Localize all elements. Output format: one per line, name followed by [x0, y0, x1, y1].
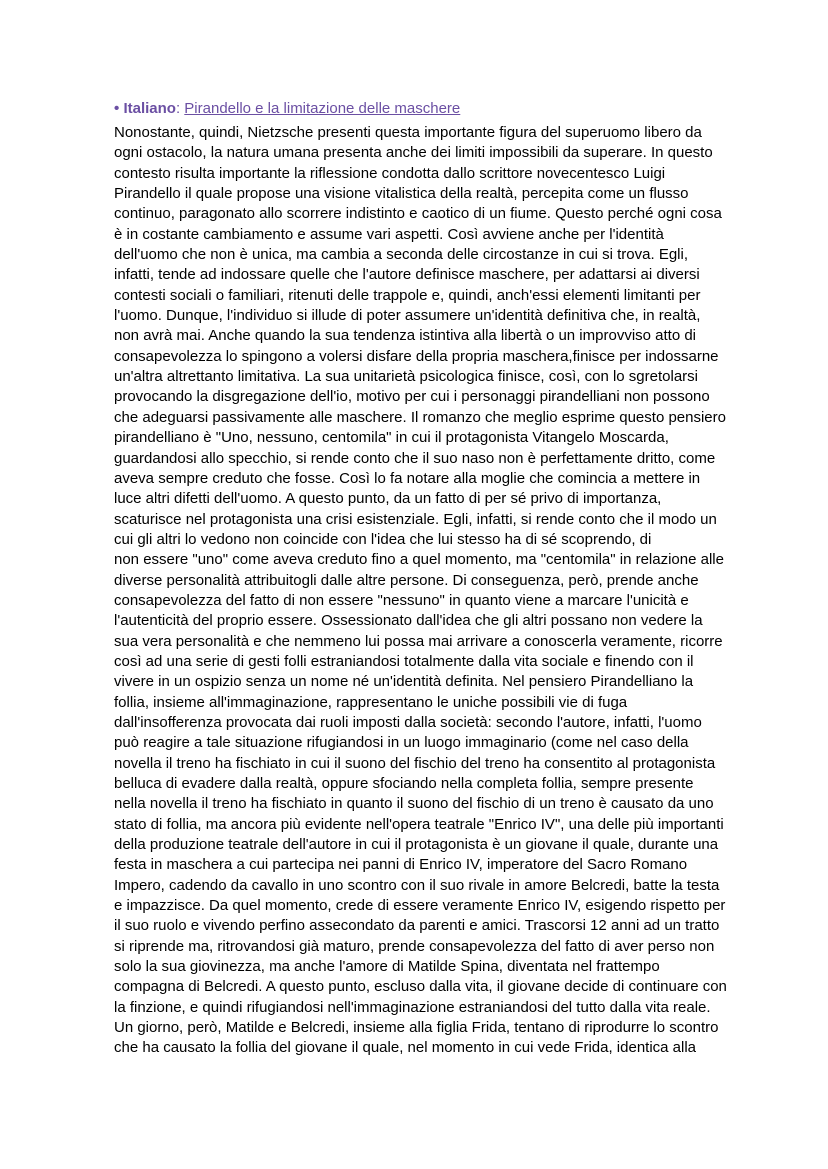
text-line: contesto risulta importante la riflessione condotta dallo scrittore novecentesco Luigi [114, 164, 666, 182]
text-line: consapevolezza lo spingono a volersi disfare della propria maschera,finisce per indossarne [114, 347, 719, 365]
text-line: follia, insieme all'immaginazione, rappresentano le uniche possibili vie di fuga [114, 693, 628, 711]
text-line: nella novella il treno ha fischiato in quanto il suono del fischio di un treno è causato da uno [114, 795, 714, 813]
text-line: è in costante cambiamento e assume vari aspetti. Così avviene anche per l'identità [114, 225, 664, 243]
subject-label: Italiano [123, 100, 176, 117]
text-line: e impazzisce. Da quel momento, crede di essere veramente Enrico IV, esigendo rispetto per [114, 897, 726, 915]
text-line: la finzione, e quindi rifugiandosi nell'immaginazione estraniandosi del tutto dalla vita reale. [114, 998, 711, 1016]
text-line: luce altri difetti dell'uomo. A questo punto, da un fatto di per sé privo di importanza, [114, 490, 662, 508]
bullet-marker: • [114, 100, 120, 117]
text-line: che adeguarsi passivamente alle maschere. Il romanzo che meglio esprime questo pensiero [114, 408, 726, 426]
text-line: Un giorno, però, Matilde e Belcredi, insieme alla figlia Frida, tentano di riprodurre lo scontro [114, 1019, 719, 1037]
text-line: si riprende ma, ritrovandosi già maturo, prende consapevolezza del fatto di aver perso non [114, 937, 715, 955]
text-line: infatti, tende ad indossare quelle che l'autore definisce maschere, per adattarsi ai diversi [114, 266, 700, 284]
text-line: aveva sempre creduto che fosse. Così lo fa notare alla moglie che comincia a mettere in [114, 469, 701, 487]
text-line: così ad una serie di gesti folli estraniandosi totalmente dalla vita sociale e finendo con il [114, 652, 694, 670]
topic-link[interactable]: Pirandello e la limitazione delle maschere [184, 100, 461, 117]
text-line: l'autenticità del proprio essere. Ossessionato dall'idea che gli altri possano non vedere la [114, 612, 703, 630]
text-line: un'altra altrettanto limitativa. La sua unitarietà psicologica finisce, così, con lo sgretolarsi [114, 368, 698, 386]
text-line: continuo, paragonato allo scorrere indistinto e caotico di un fiume. Questo perché ogni cosa [114, 205, 722, 223]
body-paragraph [114, 123, 734, 1059]
text-line: solo la sua giovinezza, ma anche l'amore di Matilde Spina, diventata nel frattempo [114, 958, 660, 976]
text-line: Impero, cadendo da cavallo in uno scontro con il suo rivale in amore Belcredi, batte la testa [114, 876, 720, 894]
text-line: scaturisce nel protagonista una crisi esistenziale. Egli, infatti, si rende conto che il modo un [114, 510, 717, 528]
text-line: il suo ruolo e vivendo perfino assecondato da parenti e amici. Trascorsi 12 anni ad un tratto [114, 917, 720, 935]
text-line: dell'uomo che non è unica, ma cambia a seconda delle circostanze in cui si trova. Egli, [114, 246, 689, 264]
text-line: sua vera personalità e che nemmeno lui possa mai arrivare a conoscerla veramente, ricorre [114, 632, 723, 650]
text-line: belluca di evadere dalla realtà, oppure sfociando nella completa follia, sempre presente [114, 775, 694, 792]
text-line: vivere in un ospizio senza un nome né un'identità definita. Nel pensiero Pirandelliano la [114, 673, 694, 691]
document-content [114, 99, 734, 1059]
text-line: che ha causato la follia del giovane il quale, nel momento in cui vede Frida, identica alla [114, 1039, 697, 1057]
text-line: stato di follia, ma ancora più evidente nell'opera teatrale "Enrico IV", una delle più importanti [114, 815, 724, 833]
text-line: Nonostante, quindi, Nietzsche presenti questa importante figura del superuomo libero da [114, 124, 702, 141]
text-line: dall'insofferenza provocata dai ruoli imposti dalla società: secondo l'autore, infatti, l'uomo [114, 713, 702, 731]
text-line: ogni ostacolo, la natura umana presenta anche dei limiti impossibili da superare. In questo [114, 144, 713, 162]
text-line: guardandosi allo specchio, si rende conto che il suo naso non è perfettamente dritto, come [114, 449, 716, 467]
text-line: non essere "uno" come aveva creduto fino a quel momento, ma "centomila" in relazione alle [114, 551, 724, 569]
text-line: provocando la disgregazione dell'io, motivo per cui i personaggi pirandelliani non possono [114, 388, 710, 406]
text-line: contesti sociali o familiari, ritenuti delle trappole e, quindi, anch'essi elementi limitanti per [114, 286, 701, 304]
text-line: l'uomo. Dunque, l'individuo si illude di poter assumere un'identità definitiva che, in realtà, [114, 307, 701, 325]
text-line: festa in maschera a cui partecipa nei panni di Enrico IV, imperatore del Sacro Romano [114, 856, 688, 874]
text-line: può reagire a tale situazione rifugiandosi in un luogo immaginario (come nel caso della [114, 734, 689, 752]
heading-separator: : [175, 100, 181, 117]
text-line: pirandelliano è "Uno, nessuno, centomila" in cui il protagonista Vitangelo Moscarda, [114, 429, 669, 447]
text-line: consapevolezza del fatto di non essere "nessuno" in quanto viene a marcare l'unicità e [114, 591, 689, 609]
text-line: Pirandello il quale propose una visione vitalistica della realtà, percepita come un flusso [114, 185, 689, 203]
text-line: diverse personalità attribuitogli dalle altre persone. Di conseguenza, però, prende anche [114, 571, 699, 589]
text-line: della produzione teatrale dell'autore in cui il protagonista è un giovane il quale, durante una [114, 836, 719, 854]
text-line: cui gli altri lo vedono non coincide con l'idea che lui stesso ha di sé scoprendo, di [114, 530, 652, 548]
text-line: compagna di Belcredi. A questo punto, escluso dalla vita, il giovane decide di continuare con [114, 978, 727, 996]
text-line: non avrà mai. Anche quando la sua tendenza istintiva alla libertà o un improvviso atto di [114, 327, 697, 345]
text-line: novella il treno ha fischiato in cui il suono del fischio del treno ha consentito al protagonista [114, 754, 716, 772]
section-heading [114, 99, 734, 119]
